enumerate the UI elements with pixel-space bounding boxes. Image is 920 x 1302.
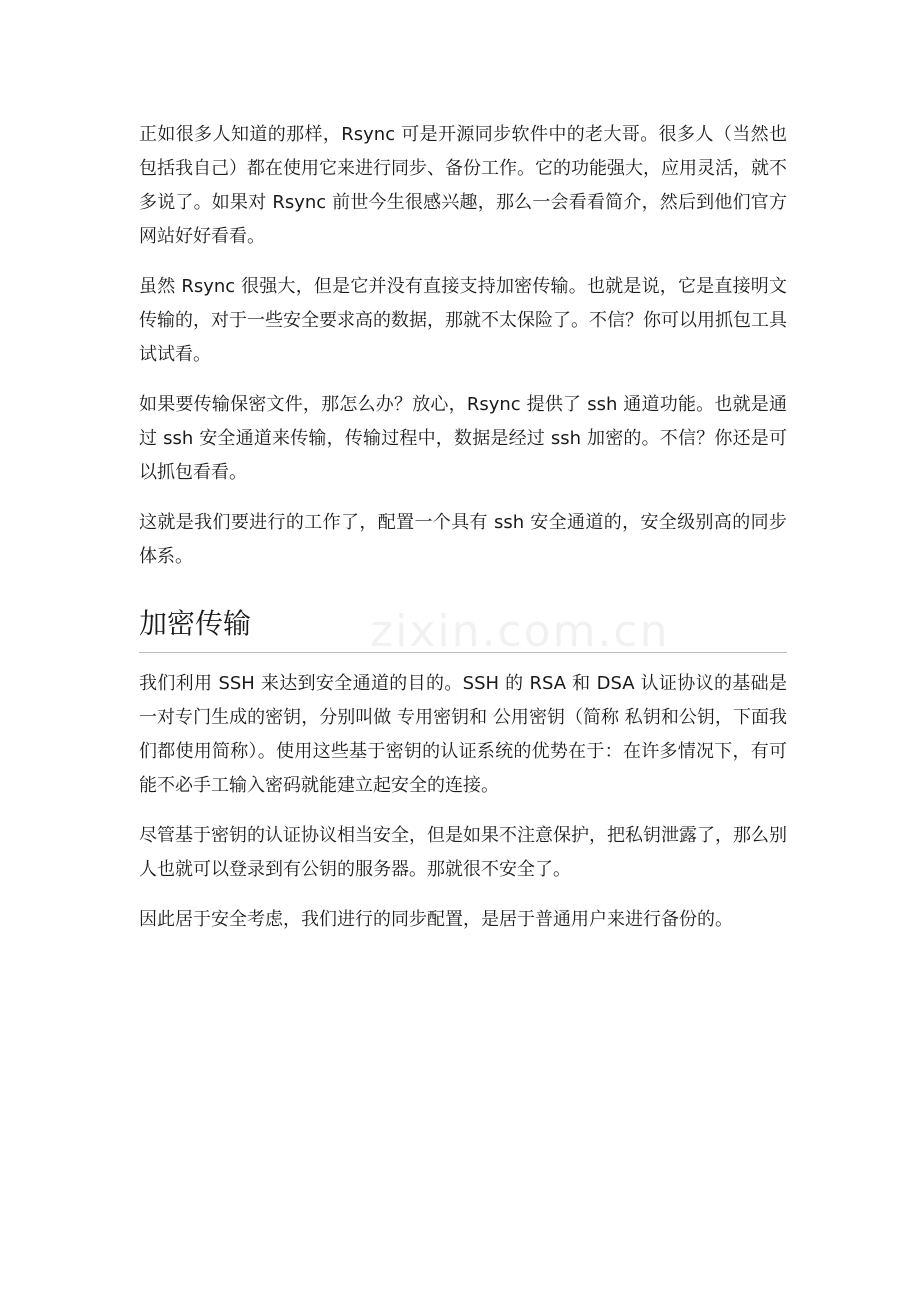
section-paragraph-2: 尽管基于密钥的认证协议相当安全，但是如果不注意保护，把私钥泄露了，那么别人也就可以登录到有公钥的服务器。那就很不安全了。 <box>139 825 787 880</box>
section-paragraph-3: 因此居于安全考虑，我们进行的同步配置，是居于普通用户来进行备份的。 <box>139 909 733 930</box>
section-heading: 加密传输 <box>139 604 787 653</box>
intro-paragraph-2: 虽然 Rsync 很强大，但是它并没有直接支持加密传输。也就是说，它是直接明文传输的，对于一些安全要求高的数据，那就不太保险了。不信？你可以用抓包工具试试看。 <box>139 276 787 365</box>
watermark: zixin.com.cn <box>370 606 670 657</box>
intro-paragraph-3: 如果要传输保密文件，那怎么办？放心，Rsync 提供了 ssh 通道功能。也就是通过 ssh 安全通道来传输，传输过程中，数据是经过 ssh 加密的。不信？你还是可以抓包看看。 <box>139 394 787 483</box>
intro-paragraph-1: 正如很多人知道的那样，Rsync 可是开源同步软件中的老大哥。很多人（当然也包括我自己）都在使用它来进行同步、备份工作。它的功能强大，应用灵活，就不多说了。如果对 Rsync 前世今生很感兴趣，那么一会看看简介，然后到他们官方网站好好看看。 <box>139 124 787 247</box>
intro-paragraph-4: 这就是我们要进行的工作了，配置一个具有 ssh 安全通道的，安全级别高的同步体系。 <box>139 512 787 567</box>
section-paragraph-1: 我们利用 SSH 来达到安全通道的目的。SSH 的 RSA 和 DSA 认证协议的基础是一对专门生成的密钥，分别叫做 专用密钥和 公用密钥（简称 私钥和公钥，下面我们都使用简称）。使用这些基于密钥的认证系统的优势在于：在许多情况下，有可能不必手工输入密码就能建立起安全的连接。 <box>139 673 787 796</box>
document-body <box>139 118 787 953</box>
